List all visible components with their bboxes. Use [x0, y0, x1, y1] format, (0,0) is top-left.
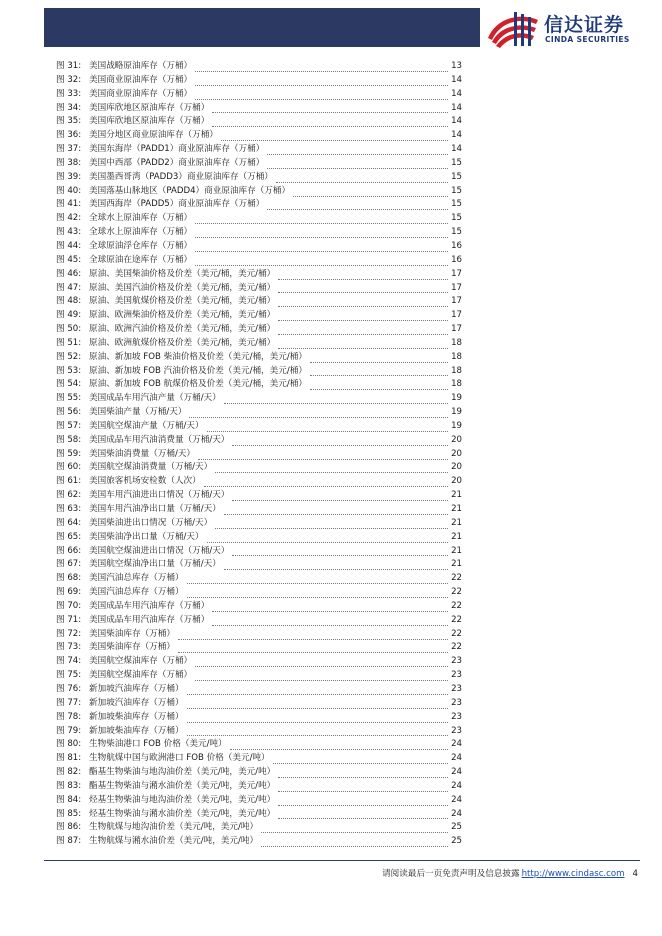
- toc-entry[interactable]: [56, 558, 462, 572]
- figure-number: 图 32:: [56, 74, 82, 85]
- figure-number: 图 43:: [56, 227, 82, 238]
- figure-page-number: 17: [451, 282, 462, 293]
- figure-page-number: 20: [451, 448, 462, 459]
- figure-page-number: 15: [451, 171, 462, 182]
- toc-entry[interactable]: [56, 240, 462, 254]
- dot-leader: [187, 685, 449, 695]
- dot-leader: [195, 214, 448, 224]
- dot-leader: [267, 159, 448, 169]
- figure-title: 美国成品车用汽油消费量（万桶/天）: [89, 434, 230, 445]
- toc-entry[interactable]: [56, 171, 462, 185]
- figure-title: 美国成品车用汽油产量（万桶/天）: [89, 393, 221, 404]
- figure-title: 全球原油在途库存（万桶）: [89, 254, 193, 265]
- figure-number: 图 38:: [56, 157, 82, 168]
- toc-entry[interactable]: [56, 821, 462, 835]
- figure-page-number: 24: [451, 794, 462, 805]
- figure-title: 全球水上原油库存（万桶）: [89, 227, 193, 238]
- toc-entry[interactable]: [56, 434, 462, 448]
- figure-page-number: 15: [451, 199, 462, 210]
- figure-number: 图 77:: [56, 697, 82, 708]
- figure-title: 美国柴油消费量（万桶/天）: [89, 448, 196, 459]
- figure-number: 图 61:: [56, 476, 82, 487]
- page-footer: [382, 867, 638, 879]
- toc-entry[interactable]: [56, 198, 462, 212]
- figure-number: 图 41:: [56, 199, 82, 210]
- toc-entry[interactable]: [56, 517, 462, 531]
- figure-page-number: 14: [451, 74, 462, 85]
- dot-leader: [224, 394, 448, 404]
- toc-entry[interactable]: [56, 725, 462, 739]
- dot-leader: [267, 200, 448, 210]
- figure-title: 生物航煤与潲水油价差（美元/吨，美元/吨）: [89, 836, 259, 847]
- dot-leader: [215, 463, 448, 473]
- dot-leader: [212, 117, 448, 127]
- toc-entry[interactable]: [56, 157, 462, 171]
- figure-page-number: 20: [451, 462, 462, 473]
- figure-number: 图 31:: [56, 61, 82, 71]
- figure-title: 美国商业原油库存（万桶）: [89, 88, 193, 99]
- figure-number: 图 52:: [56, 351, 82, 362]
- figure-page-number: 21: [451, 517, 462, 528]
- figure-title: 生物航煤与地沟油价差（美元/吨，美元/吨）: [89, 822, 259, 833]
- figure-number: 图 72:: [56, 628, 82, 639]
- toc-entry[interactable]: [56, 794, 462, 808]
- header-banner: [44, 8, 480, 47]
- toc-entry[interactable]: [56, 475, 462, 489]
- dot-leader: [195, 256, 448, 266]
- figure-number: 图 78:: [56, 711, 82, 722]
- figure-number: 图 87:: [56, 836, 82, 847]
- figure-page-number: 14: [451, 144, 462, 155]
- toc-entry[interactable]: [56, 282, 462, 296]
- dot-leader: [261, 823, 448, 833]
- figure-title: 美国库欣地区原油库存（万桶）: [89, 102, 210, 113]
- figure-title: 原油、新加坡 FOB 航煤价格及价差（美元/桶，美元/桶）: [89, 379, 307, 390]
- figure-number: 图 39:: [56, 171, 82, 182]
- dot-leader: [278, 297, 448, 307]
- figure-number: 图 68:: [56, 573, 82, 584]
- figure-title: 美国旅客机场安检数（人次）: [89, 476, 201, 487]
- toc-entry[interactable]: [56, 752, 462, 766]
- figure-title: 新加坡柴油库存（万桶）: [89, 711, 184, 722]
- figure-page-number: 19: [451, 420, 462, 431]
- figure-page-number: 22: [451, 587, 462, 598]
- figure-number: 图 76:: [56, 683, 82, 694]
- dot-leader: [278, 325, 448, 335]
- figure-page-number: 17: [451, 324, 462, 335]
- figure-title: 原油、美国航煤价格及价差（美元/桶，美元/桶）: [89, 296, 276, 307]
- toc-entry[interactable]: [56, 711, 462, 725]
- figure-page-number: 23: [451, 656, 462, 667]
- toc-entry[interactable]: [56, 683, 462, 697]
- figure-title: 美国汽油总库存（万桶）: [89, 587, 184, 598]
- toc-entry[interactable]: [56, 738, 462, 752]
- dot-leader: [267, 145, 448, 155]
- dot-leader: [276, 173, 448, 183]
- figure-page-number: 24: [451, 780, 462, 791]
- figure-title: 美国航空煤油消费量（万桶/天）: [89, 462, 213, 473]
- figure-title: 酯基生物柴油与潲水油价差（美元/吨，美元/吨）: [89, 780, 276, 791]
- figure-title: 美国航空煤油产量（万桶/天）: [89, 420, 204, 431]
- dot-leader: [232, 491, 448, 501]
- dot-leader: [187, 713, 449, 723]
- figure-page-number: 14: [451, 88, 462, 99]
- figure-page-number: 19: [451, 393, 462, 404]
- dot-leader: [207, 533, 448, 543]
- figure-title: 美国西海岸（PADD5）商业原油库存（万桶）: [89, 199, 265, 210]
- toc-entry[interactable]: [56, 365, 462, 379]
- dot-leader: [232, 436, 448, 446]
- dot-leader: [278, 339, 448, 349]
- figure-number: 图 82:: [56, 767, 82, 778]
- logo-text-cn: 信达证券: [544, 14, 625, 36]
- dot-leader: [224, 505, 448, 515]
- dot-leader: [278, 768, 448, 778]
- figure-number: 图 79:: [56, 725, 82, 736]
- figure-page-number: 17: [451, 268, 462, 279]
- toc-entry[interactable]: [56, 835, 462, 849]
- cinda-logo-mark-icon: [484, 8, 542, 50]
- figure-title: 原油、美国汽油价格及价差（美元/桶，美元/桶）: [89, 282, 276, 293]
- figure-page-number: 14: [451, 102, 462, 113]
- figure-page-number: 14: [451, 130, 462, 141]
- figure-title: 原油、欧洲航煤价格及价差（美元/桶，美元/桶）: [89, 337, 276, 348]
- dot-leader: [207, 422, 448, 432]
- toc-entry[interactable]: [56, 323, 462, 337]
- figure-title: 美国汽油总库存（万桶）: [89, 573, 184, 584]
- toc-entry[interactable]: [56, 74, 462, 88]
- toc-entry[interactable]: [56, 489, 462, 503]
- figure-title: 原油、欧洲汽油价格及价差（美元/桶，美元/桶）: [89, 324, 276, 335]
- figure-title: 美国分地区商业原油库存（万桶）: [89, 130, 218, 141]
- dot-leader: [221, 131, 448, 141]
- toc-entry[interactable]: [56, 614, 462, 628]
- dot-leader: [278, 283, 448, 293]
- figure-number: 图 64:: [56, 517, 82, 528]
- toc-entry[interactable]: [56, 780, 462, 794]
- figure-page-number: 21: [451, 531, 462, 542]
- figure-title: 美国库欣地区原油库存（万桶）: [89, 116, 210, 127]
- figure-number: 图 80:: [56, 739, 82, 750]
- toc-entry[interactable]: [56, 545, 462, 559]
- dot-leader: [230, 740, 448, 750]
- dot-leader: [310, 366, 448, 376]
- dot-leader: [178, 630, 448, 640]
- figure-number: 图 33:: [56, 88, 82, 99]
- figure-page-number: 18: [451, 379, 462, 390]
- figure-title: 美国航空煤油净出口量（万桶/天）: [89, 559, 221, 570]
- figure-number: 图 57:: [56, 420, 82, 431]
- dot-leader: [195, 657, 448, 667]
- toc-entry[interactable]: [56, 420, 462, 434]
- toc-entry[interactable]: [56, 129, 462, 143]
- figure-number: 图 58:: [56, 434, 82, 445]
- figure-number: 图 67:: [56, 559, 82, 570]
- figure-title: 美国柴油进出口情况（万桶/天）: [89, 517, 213, 528]
- figure-title: 烃基生物柴油与地沟油价差（美元/吨，美元/吨）: [89, 794, 276, 805]
- dot-leader: [278, 270, 448, 280]
- figure-number: 图 34:: [56, 102, 82, 113]
- toc-entry[interactable]: [56, 115, 462, 129]
- figure-number: 图 54:: [56, 379, 82, 390]
- figure-page-number: 25: [451, 822, 462, 833]
- figure-number: 图 49:: [56, 310, 82, 321]
- figure-page-number: 23: [451, 711, 462, 722]
- figure-number: 图 48:: [56, 296, 82, 307]
- figure-title: 美国落基山脉地区（PADD4）商业原油库存（万桶）: [89, 185, 291, 196]
- figure-title: 原油、新加坡 FOB 汽油价格及价差（美元/桶，美元/桶）: [89, 365, 307, 376]
- figure-title: 美国成品车用汽油库存（万桶）: [89, 614, 210, 625]
- figure-page-number: 16: [451, 240, 462, 251]
- figure-page-number: 15: [451, 213, 462, 224]
- toc-entry[interactable]: [56, 268, 462, 282]
- toc-entry[interactable]: [56, 628, 462, 642]
- toc-entry[interactable]: [56, 766, 462, 780]
- dot-leader: [204, 477, 448, 487]
- figure-number: 图 66:: [56, 545, 82, 556]
- figure-title: 美国成品车用汽油库存（万桶）: [89, 600, 210, 611]
- dot-leader: [187, 574, 449, 584]
- figure-page-number: 22: [451, 628, 462, 639]
- dot-leader: [278, 809, 448, 819]
- figure-number: 图 81:: [56, 753, 82, 764]
- cinda-logo: [484, 8, 660, 50]
- figure-number: 图 65:: [56, 531, 82, 542]
- figure-number: 图 75:: [56, 670, 82, 681]
- dot-leader: [310, 380, 448, 390]
- figure-number: 图 70:: [56, 600, 82, 611]
- figure-page-number: 24: [451, 739, 462, 750]
- figure-number: 图 51:: [56, 337, 82, 348]
- toc-entry[interactable]: [56, 295, 462, 309]
- toc-entry[interactable]: [56, 461, 462, 475]
- figure-page-number: 15: [451, 227, 462, 238]
- toc-entry[interactable]: [56, 392, 462, 406]
- figure-number: 图 40:: [56, 185, 82, 196]
- figure-page-number: 17: [451, 296, 462, 307]
- toc-entry[interactable]: [56, 88, 462, 102]
- toc-entry[interactable]: [56, 185, 462, 199]
- figure-number: 图 86:: [56, 822, 82, 833]
- figure-number: 图 63:: [56, 504, 82, 514]
- figure-title: 全球原油浮仓库存（万桶）: [89, 240, 193, 251]
- toc-entry[interactable]: [56, 641, 462, 655]
- dot-leader: [212, 103, 448, 113]
- figure-title: 新加坡汽油库存（万桶）: [89, 683, 184, 694]
- toc-entry[interactable]: [56, 254, 462, 268]
- figure-number: 图 50:: [56, 324, 82, 335]
- figure-title: 美国东海岸（PADD1）商业原油库存（万桶）: [89, 144, 265, 155]
- toc-entry[interactable]: [56, 808, 462, 822]
- dot-leader: [215, 519, 448, 529]
- figure-title: 美国墨西哥湾（PADD3）商业原油库存（万桶）: [89, 171, 273, 182]
- footer-disclaimer: 请阅读最后一页免责声明及信息披露: [382, 869, 520, 879]
- figure-page-number: 21: [451, 559, 462, 570]
- toc-entry[interactable]: [56, 503, 462, 517]
- figure-title: 酯基生物柴油与地沟油价差（美元/吨，美元/吨）: [89, 767, 276, 778]
- figure-page-number: 15: [451, 185, 462, 196]
- figure-page-number: 22: [451, 600, 462, 611]
- figure-number: 图 74:: [56, 656, 82, 667]
- figure-number: 图 83:: [56, 780, 82, 791]
- figure-page-number: 21: [451, 504, 462, 514]
- toc-entry[interactable]: [56, 669, 462, 683]
- figure-page-number: 20: [451, 476, 462, 487]
- figure-title: 美国商业原油库存（万桶）: [89, 74, 193, 85]
- figure-page-number: 23: [451, 725, 462, 736]
- figure-title: 美国柴油净出口量（万桶/天）: [89, 531, 204, 542]
- figure-title: 美国中西部（PADD2）商业原油库存（万桶）: [89, 157, 265, 168]
- toc-entry[interactable]: [56, 60, 462, 74]
- website-link[interactable]: http://www.cindasc.com: [521, 869, 625, 879]
- toc-entry[interactable]: [56, 351, 462, 365]
- figure-page-number: 23: [451, 697, 462, 708]
- toc-entry[interactable]: [56, 655, 462, 669]
- toc-entry[interactable]: [56, 600, 462, 614]
- figure-title: 美国车用汽油进出口情况（万桶/天）: [89, 490, 230, 501]
- dot-leader: [195, 90, 448, 100]
- figure-number: 图 71:: [56, 614, 82, 625]
- dot-leader: [187, 588, 449, 598]
- figure-page-number: 18: [451, 337, 462, 348]
- figure-page-number: 18: [451, 351, 462, 362]
- toc-entry[interactable]: [56, 586, 462, 600]
- figure-page-number: 24: [451, 767, 462, 778]
- figure-title: 原油、美国柴油价格及价差（美元/桶，美元/桶）: [89, 268, 276, 279]
- figure-page-number: 22: [451, 573, 462, 584]
- figure-title: 美国战略原油库存（万桶）: [89, 61, 193, 71]
- figure-number: 图 37:: [56, 144, 82, 155]
- toc-entry[interactable]: [56, 212, 462, 226]
- figure-number: 图 55:: [56, 393, 82, 404]
- dot-leader: [195, 62, 448, 72]
- toc-entry[interactable]: [56, 378, 462, 392]
- figure-title: 美国车用汽油净出口量（万桶/天）: [89, 504, 221, 514]
- figure-page-number: 23: [451, 683, 462, 694]
- dot-leader: [195, 76, 448, 86]
- figure-title: 美国柴油库存（万桶）: [89, 628, 175, 639]
- figure-page-number: 24: [451, 753, 462, 764]
- figure-page-number: 24: [451, 808, 462, 819]
- dot-leader: [273, 754, 448, 764]
- figure-page-number: 20: [451, 434, 462, 445]
- toc-entry[interactable]: [56, 226, 462, 240]
- footer-divider: [44, 860, 640, 861]
- toc-entry[interactable]: [56, 448, 462, 462]
- figure-number: 图 42:: [56, 213, 82, 224]
- figure-number: 图 85:: [56, 808, 82, 819]
- figure-page-number: 22: [451, 614, 462, 625]
- figure-page-number: 25: [451, 836, 462, 847]
- figure-number: 图 60:: [56, 462, 82, 473]
- dot-leader: [278, 311, 448, 321]
- figure-table-of-contents: [56, 60, 462, 849]
- figure-title: 烃基生物柴油与潲水油价差（美元/吨，美元/吨）: [89, 808, 276, 819]
- figure-page-number: 16: [451, 254, 462, 265]
- figure-page-number: 14: [451, 116, 462, 127]
- dot-leader: [224, 560, 448, 570]
- figure-number: 图 73:: [56, 642, 82, 653]
- toc-entry[interactable]: [56, 572, 462, 586]
- figure-number: 图 56:: [56, 407, 82, 418]
- figure-title: 美国航空煤油进出口情况（万桶/天）: [89, 545, 230, 556]
- figure-number: 图 69:: [56, 587, 82, 598]
- figure-number: 图 84:: [56, 794, 82, 805]
- dot-leader: [195, 242, 448, 252]
- figure-title: 美国柴油库存（万桶）: [89, 642, 175, 653]
- dot-leader: [212, 602, 448, 612]
- dot-leader: [212, 616, 448, 626]
- figure-number: 图 45:: [56, 254, 82, 265]
- figure-page-number: 23: [451, 670, 462, 681]
- figure-number: 图 44:: [56, 240, 82, 251]
- page-number: 4: [632, 869, 638, 879]
- dot-leader: [178, 643, 448, 653]
- dot-leader: [195, 671, 448, 681]
- toc-entry[interactable]: [56, 102, 462, 116]
- dot-leader: [189, 408, 448, 418]
- logo-text-en: CINDA SECURITIES: [545, 35, 630, 44]
- figure-number: 图 35:: [56, 116, 82, 127]
- figure-page-number: 15: [451, 157, 462, 168]
- dot-leader: [232, 546, 448, 556]
- dot-leader: [195, 228, 448, 238]
- figure-page-number: 21: [451, 490, 462, 501]
- toc-entry[interactable]: [56, 309, 462, 323]
- figure-title: 美国柴油产量（万桶/天）: [89, 407, 187, 418]
- dot-leader: [293, 187, 448, 197]
- dot-leader: [310, 353, 448, 363]
- figure-title: 生物航煤中国与欧洲港口 FOB 价格（美元/吨）: [89, 753, 270, 764]
- figure-number: 图 47:: [56, 282, 82, 293]
- figure-title: 生物柴油港口 FOB 价格（美元/吨）: [89, 739, 227, 750]
- figure-number: 图 59:: [56, 448, 82, 459]
- figure-page-number: 13: [451, 61, 462, 71]
- figure-title: 新加坡汽油库存（万桶）: [89, 697, 184, 708]
- figure-title: 原油、欧洲柴油价格及价差（美元/桶，美元/桶）: [89, 310, 276, 321]
- figure-title: 全球水上原油库存（万桶）: [89, 213, 193, 224]
- toc-entry[interactable]: [56, 143, 462, 157]
- figure-title: 美国航空煤油库存（万桶）: [89, 670, 193, 681]
- figure-number: 图 62:: [56, 490, 82, 501]
- toc-entry[interactable]: [56, 406, 462, 420]
- figure-number: 图 53:: [56, 365, 82, 376]
- dot-leader: [278, 782, 448, 792]
- dot-leader: [198, 450, 448, 460]
- dot-leader: [261, 837, 448, 847]
- toc-entry[interactable]: [56, 697, 462, 711]
- figure-title: 美国航空煤油库存（万桶）: [89, 656, 193, 667]
- figure-page-number: 18: [451, 365, 462, 376]
- dot-leader: [278, 796, 448, 806]
- toc-entry[interactable]: [56, 337, 462, 351]
- figure-page-number: 21: [451, 545, 462, 556]
- figure-title: 原油、新加坡 FOB 柴油价格及价差（美元/桶，美元/桶）: [89, 351, 307, 362]
- toc-entry[interactable]: [56, 531, 462, 545]
- figure-page-number: 22: [451, 642, 462, 653]
- figure-page-number: 19: [451, 407, 462, 418]
- figure-number: 图 46:: [56, 268, 82, 279]
- figure-number: 图 36:: [56, 130, 82, 141]
- figure-title: 新加坡柴油库存（万桶）: [89, 725, 184, 736]
- dot-leader: [187, 726, 449, 736]
- figure-page-number: 17: [451, 310, 462, 321]
- dot-leader: [187, 699, 449, 709]
